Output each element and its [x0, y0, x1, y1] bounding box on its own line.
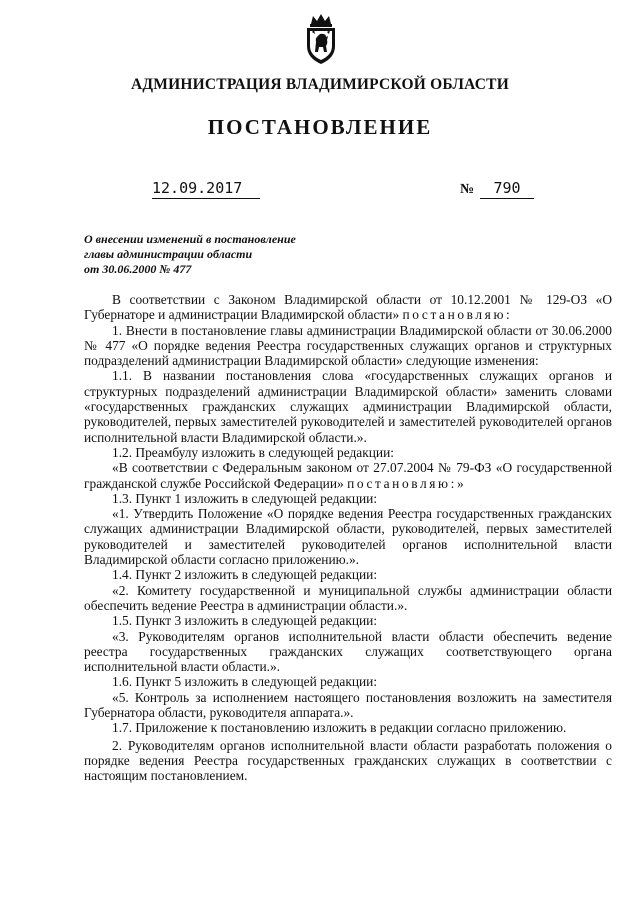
number-label: №: [460, 182, 475, 197]
coat-of-arms-icon: [301, 12, 341, 66]
document-body: [84, 292, 612, 784]
organization-name: АДМИНИСТРАЦИЯ ВЛАДИМИРСКОЙ ОБЛАСТИ: [131, 76, 509, 93]
paragraph: 1. Внести в постановление главы администрации Владимирской области от 30.06.2000 № 477 «О порядке ведения Реестра государственных служащих органов и структурных подразделений администрации Владимирской области» следующие изменения:: [84, 322, 612, 369]
paragraph: «2. Комитету государственной и муниципальной службы администрации области обеспечить ведение Реестра в администрации области.».: [84, 582, 612, 613]
subject-line: О внесении изменений в постановление: [84, 232, 296, 246]
paragraph: 2. Руководителям органов исполнительной власти области разработать положения о порядке ведения Реестра государственных гражданских служащих в соответствии с настоящим постановлением.: [84, 737, 612, 784]
decree-word: постановляю:: [402, 307, 513, 323]
paragraph: «3. Руководителям органов исполнительной власти области обеспечить ведение реестра государственных гражданских служащих соответствующего органа исполнительной власти области.».: [84, 628, 612, 675]
paragraph-preamble: В соответствии с Законом Владимирской области от 10.12.2001 № 129-ОЗ «О Губернаторе и администрации Владимирской области» постановляю:: [84, 292, 612, 323]
paragraph: 1.7. Приложение к постановлению изложить в редакции согласно приложению.: [112, 720, 567, 736]
document-subject: [84, 232, 344, 277]
paragraph: «1. Утвердить Положение «О порядке ведения Реестра государственных гражданских служащих администрации Владимирской области, руководителей, первых заместителей руководителей и заместителей руководителей органов исполнительной власти Владимирской области согласно приложению.».: [84, 506, 612, 568]
subject-line: главы администрации области: [84, 247, 253, 261]
subject-line: от 30.06.2000 № 477: [84, 262, 192, 276]
paragraph: 1.1. В названии постановления слова «государственных служащих органов и структурных подразделений администрации Владимирской области» заменить словами «государственных гражданских служащих администрации Владимирской области, руководителей, первых заместителей руководителей и заместителей руководителей органов исполнительной власти Владимирской области.».: [84, 368, 612, 445]
paragraph: «В соответствии с Федеральным законом от 27.07.2004 № 79-ФЗ «О государственной гражданской службе Российской Федерации» постановляю:»: [84, 460, 612, 491]
decree-word: постановляю:»: [347, 475, 467, 491]
paragraph: 1.6. Пункт 5 изложить в следующей редакции:: [112, 674, 378, 690]
paragraph: 1.2. Преамбулу изложить в следующей редакции:: [112, 444, 394, 460]
paragraph: 1.5. Пункт 3 изложить в следующей редакции:: [112, 613, 378, 629]
paragraph: «5. Контроль за исполнением настоящего постановления возложить на заместителя Губернатора области, руководителя аппарата.».: [84, 689, 612, 721]
paragraph: 1.3. Пункт 1 изложить в следующей редакции:: [112, 490, 378, 506]
document-type: ПОСТАНОВЛЕНИЕ: [207, 115, 433, 139]
document-date: 12.09.2017: [152, 179, 260, 199]
document-number: 790: [480, 179, 534, 199]
paragraph: 1.4. Пункт 2 изложить в следующей редакции:: [112, 567, 378, 583]
